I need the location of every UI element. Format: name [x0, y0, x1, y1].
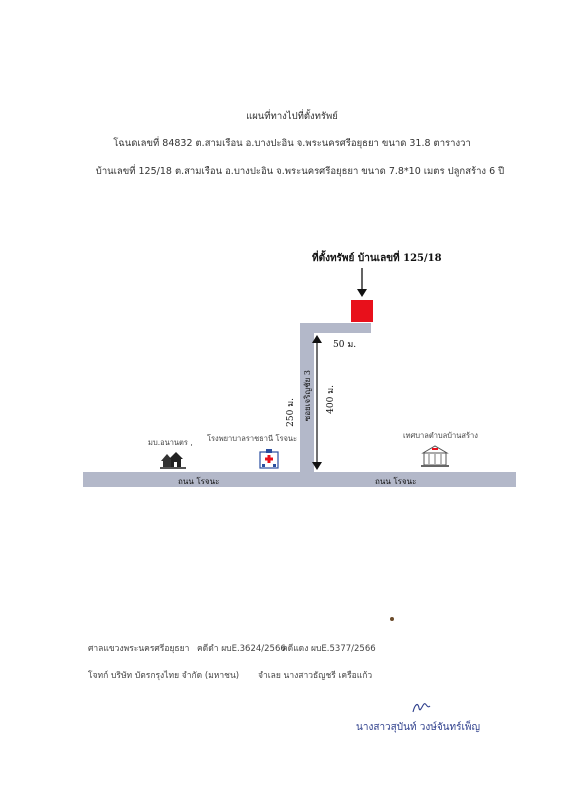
main-road — [83, 472, 516, 487]
page-title: แผนที่ทางไปที่ตั้งทรัพย์ — [246, 111, 338, 122]
distance-250m: 250 ม. — [286, 398, 296, 427]
municipality-label: เทศบาลตำบลบ้านสร้าง — [403, 431, 478, 440]
village-houses-icon — [160, 451, 186, 469]
main-road-label-right: ถนน โรจนะ — [375, 477, 417, 486]
government-building-icon — [420, 444, 450, 468]
deed-info: โฉนดเลขที่ 84832 ต.สามเรือน อ.บางปะอิน จ.พระนครศรีอยุธยา ขนาด 31.8 ตารางวา — [113, 138, 471, 149]
black-case-number: คดีดำ ผบE.3624/2566 — [197, 644, 286, 654]
signature-mark — [410, 700, 434, 716]
hospital-icon — [259, 449, 279, 469]
main-road-label-left: ถนน โรจนะ — [178, 477, 220, 486]
distance-50m: 50 ม. — [333, 340, 357, 350]
plaintiff: โจทก์ บริษัท บัตรกรุงไทย จำกัด (มหาชน) — [88, 671, 240, 681]
defendant: จำเลย นางสาวธัญชรี เครือแก้ว — [258, 671, 373, 681]
distance-400m: 400 ม. — [326, 385, 336, 414]
property-marker — [351, 300, 373, 322]
property-location-label: ที่ตั้งทรัพย์ บ้านเลขที่ 125/18 — [312, 253, 442, 264]
arrow-down-icon — [355, 268, 369, 298]
house-info: บ้านเลขที่ 125/18 ต.สามเรือน อ.บางปะอิน จ.พระนครศรีอยุธยา ขนาด 7.8*10 เมตร ปลูกสร้าง 6 ปี — [95, 166, 505, 177]
double-arrow-icon — [311, 335, 323, 470]
signer-name: นางสาวสุบันท์ วงษ์จันทร์เพ็ญ — [356, 722, 481, 733]
red-case-number: คดีแดง ผบE.5377/2566 — [282, 644, 376, 654]
village-label: มบ.อนานตร , — [148, 438, 193, 447]
ink-dot — [390, 617, 394, 621]
hospital-label: โรงพยาบาลราชธานี โรจนะ — [207, 434, 298, 443]
court-name: ศาลแขวงพระนครศรีอยุธยา — [88, 644, 190, 654]
side-road-label: ซอยเจริญชัย 3 — [303, 370, 312, 422]
